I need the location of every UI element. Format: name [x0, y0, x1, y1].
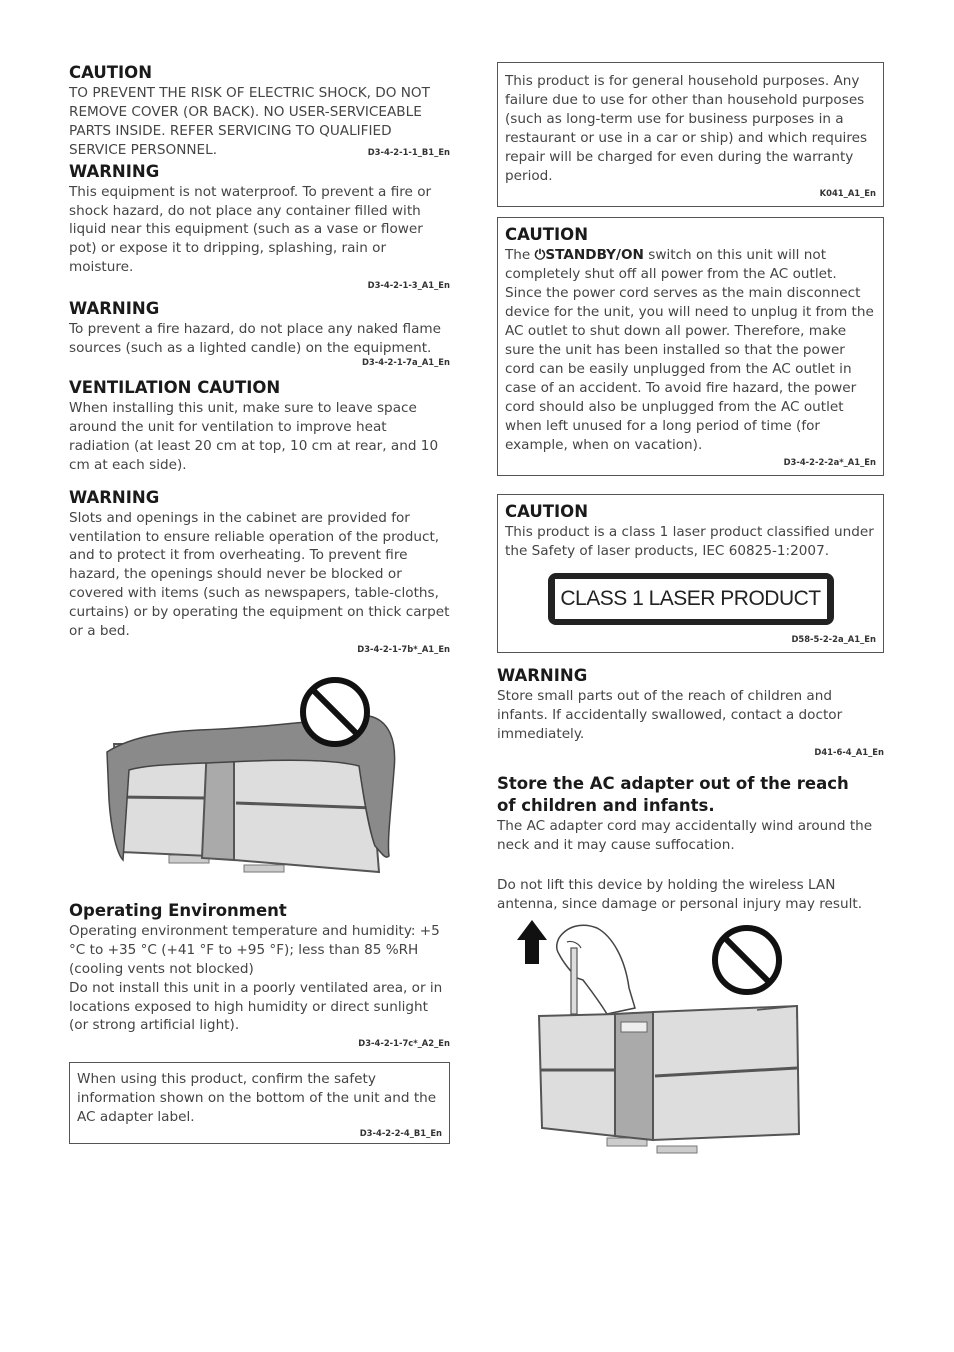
household-use-box [497, 62, 884, 207]
reference-code: D3-4-2-2-2a*_A1_En [783, 457, 876, 468]
box-text: This product is for general household purposes. Any failure due to use for other than household purposes (such as long-term use for business purposes in a restaurant or use in a car or ship) and which requires repair will be charged for even during the warranty period. [505, 73, 868, 184]
warning-section-2 [69, 298, 450, 369]
section-heading: CAUTION [69, 63, 152, 82]
reference-code: D3-4-2-1-7a_A1_En [361, 356, 450, 367]
reference-code: D3-4-2-1-7c*_A2_En [358, 1038, 450, 1049]
operating-environment-section [69, 900, 450, 1050]
right-column [497, 62, 884, 1168]
section-text: The AC adapter cord may accidentally wind around the neck and it may cause suffocation. [497, 817, 873, 853]
box-text [505, 246, 876, 454]
section-text: This equipment is not waterproof. To prevent a fire or shock hazard, do not place any container filled with liquid near this equipment (such as a vase or flower pot) or expose it to dripping, splashing, rain or moisture. [69, 183, 432, 276]
warning-small-parts-section [497, 665, 884, 759]
section-text: Do not install this unit in a poorly ventilated area, or in locations exposed to high humidity or direct sunlight (or strong artificial light). [69, 979, 443, 1034]
section-text: Slots and openings in the cabinet are provided for ventilation to ensure reliable operation of the product, and to protect it from overheating. To prevent fire hazard, the openings should never be blocked or covered with items (such as newspapers, table-cloths, curtains) or by operating the equipment on thick carpet or a bed. [69, 509, 450, 640]
section-text: When installing this unit, make sure to leave space around the unit for ventilation to improve heat radiation (at least 20 cm at top, 10 cm at rear, and 10 cm at each side). [69, 399, 439, 473]
laser-label-text: CLASS 1 LASER PRODUCT [555, 579, 827, 619]
warning-section-3 [69, 487, 450, 656]
section-heading: WARNING [69, 161, 160, 181]
reference-code: D3-4-2-1-1_B1_En [367, 146, 450, 157]
antenna-lift-illustration [497, 918, 884, 1168]
section-text: Do not lift this device by holding the wireless LAN antenna, since damage or personal injury may result. [497, 876, 863, 912]
left-column [69, 62, 450, 1144]
section-heading: WARNING [69, 487, 160, 507]
section-heading: WARNING [69, 299, 160, 319]
laser-product-label [548, 573, 834, 625]
text-prefix: The [505, 247, 535, 264]
switch-label: STANDBY/ON [545, 247, 644, 264]
section-text: Store small parts out of the reach of children and infants. If accidentally swallowed, contact a doctor immediately. [497, 688, 843, 743]
reference-code: D3-4-2-1-3_A1_En [367, 280, 450, 291]
section-text: To prevent a fire hazard, do not place any naked flame sources (such as a lighted candle) on the equipment. [69, 321, 442, 357]
standby-caution-box [497, 217, 884, 476]
ventilation-section [69, 377, 450, 475]
laser-caution-box [497, 494, 884, 653]
section-heading: CAUTION [505, 225, 588, 245]
up-arrow-icon [517, 920, 547, 964]
covered-unit-illustration [69, 660, 450, 890]
reference-code: K041_A1_En [819, 188, 876, 199]
caution-section-1 [69, 62, 450, 159]
section-heading: WARNING [497, 666, 588, 686]
reference-code: D3-4-2-1-7b*_A1_En [357, 643, 450, 654]
section-text: Operating environment temperature and humidity: +5 °C to +35 °C (+41 °F to +95 °F); less than 85 %RH (cooling vents not blocked) [69, 922, 440, 977]
ac-adapter-section [497, 773, 884, 855]
reference-code: D3-4-2-2-4_B1_En [359, 1128, 442, 1139]
power-icon: ⏻ [534, 247, 546, 264]
reference-code: D41-6-4_A1_En [814, 746, 884, 757]
section-heading: Operating Environment [69, 900, 287, 920]
box-text: When using this product, confirm the safety information shown on the bottom of the unit and the AC adapter label. [77, 1071, 437, 1126]
safety-info-box [69, 1062, 450, 1144]
antenna-section [497, 876, 884, 914]
section-heading: CAUTION [505, 502, 588, 522]
reference-code: D58-5-2-2a_A1_En [791, 634, 876, 645]
section-heading: Store the AC adapter out of the reach of children and infants. [497, 773, 849, 815]
section-text: TO PREVENT THE RISK OF ELECTRIC SHOCK, DO NOT REMOVE COVER (OR BACK). NO USER-SERVICEABLE PARTS INSIDE. REFER SERVICING TO QUALIFIED SERVICE PERSONNEL. [69, 85, 430, 158]
text-body: switch on this unit will not completely shut off all power from the AC outlet. Since the power cord serves as the main disconnect device for the unit, you will need to unplug it from the AC outlet to shut down all power. Therefore, make sure the unit has been installed so that the power cord can be easily unplugged from the AC outlet in case of an accident. To avoid fire hazard, the power cord should also be unplugged from the AC outlet when left unused for a long period of time (for example, when on vacation). [505, 247, 874, 453]
section-heading: VENTILATION CAUTION [69, 377, 281, 397]
box-text: This product is a class 1 laser product classified under the Safety of laser products, IEC 60825-1:2007. [505, 524, 874, 560]
warning-section-1 [69, 161, 450, 293]
